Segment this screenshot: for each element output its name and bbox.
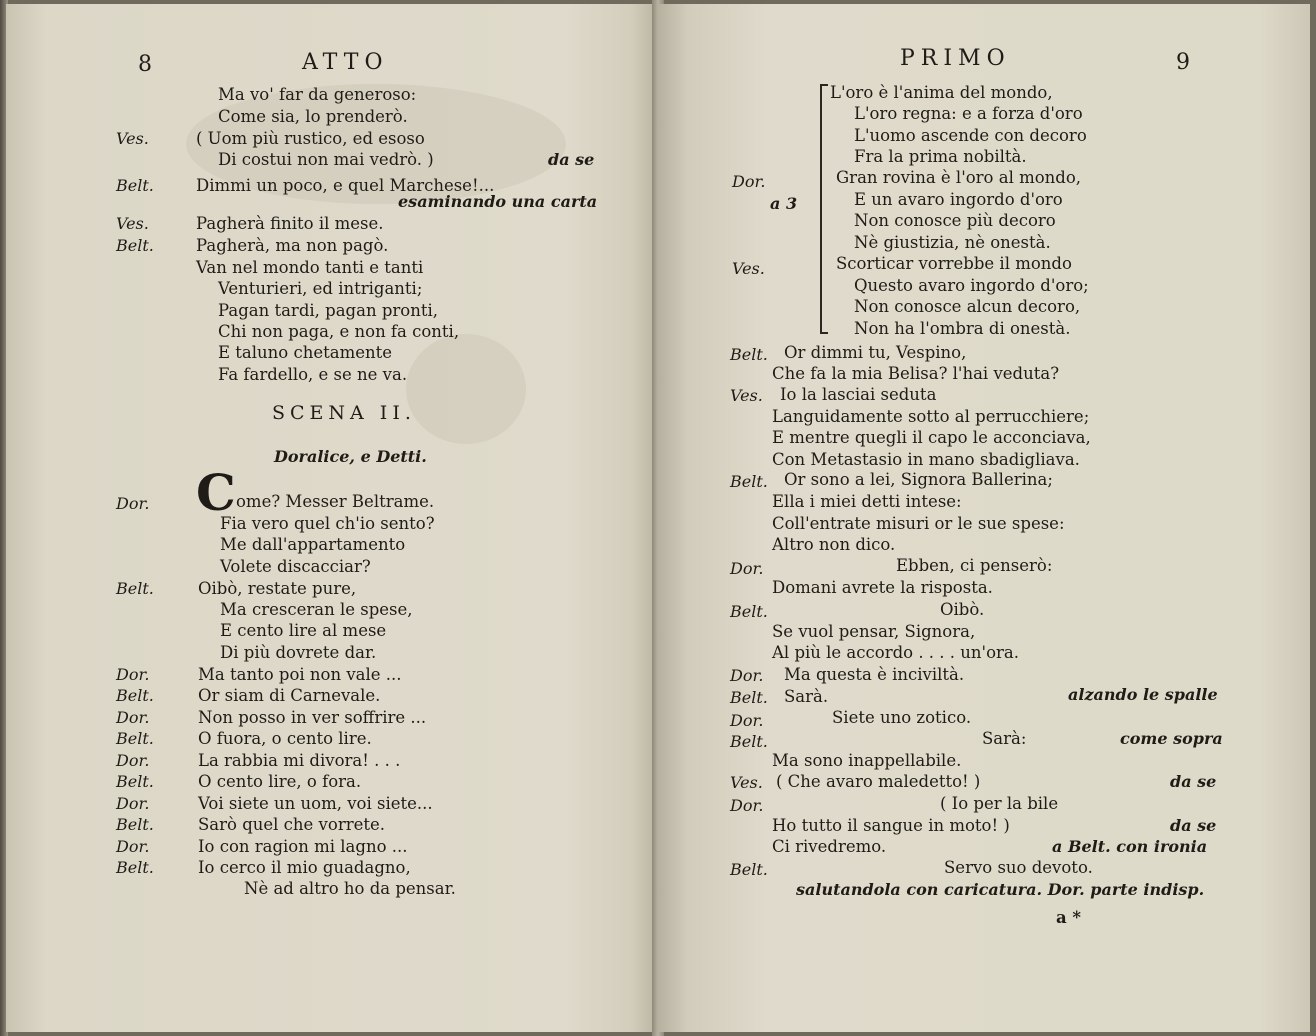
speaker-label: Belt. xyxy=(116,579,154,598)
running-title: ATTO xyxy=(302,50,389,75)
page-number: 8 xyxy=(138,52,158,77)
verse-line: L'oro regna: e a forza d'oro xyxy=(854,104,1083,123)
verse-line: Dimmi un poco, e quel Marchese!... xyxy=(196,176,495,195)
verse-line: E taluno chetamente xyxy=(218,343,392,362)
verse-line: Scorticar vorrebbe il mondo xyxy=(836,254,1072,273)
speaker-label: Dor. xyxy=(730,559,764,578)
scene-heading: SCENA II. xyxy=(272,402,416,424)
speaker-label: Ves. xyxy=(730,386,763,405)
verse-line: Ma questa è inciviltà. xyxy=(784,665,965,684)
verse-line: Non conosce più decoro xyxy=(854,211,1056,230)
speaker-label: Belt. xyxy=(116,858,154,877)
verse-line: Oibò. xyxy=(940,600,985,619)
verse-line: Al più le accordo . . . . un'ora. xyxy=(772,643,1019,662)
speaker-label: Belt. xyxy=(730,345,768,364)
verse-line: E cento lire al mese xyxy=(220,621,387,640)
verse-line: Fia vero quel ch'io sento? xyxy=(220,514,435,533)
verse-line: Ho tutto il sangue in moto! ) xyxy=(772,816,1010,835)
verse-line: E un avaro ingordo d'oro xyxy=(854,190,1063,209)
speaker-label: Dor. xyxy=(116,794,150,813)
speaker-label: Belt. xyxy=(116,772,154,791)
speaker-label: Belt. xyxy=(116,815,154,834)
speaker-label: Belt. xyxy=(116,729,154,748)
speaker-label: Dor. xyxy=(116,751,150,770)
verse-line: Ella i miei detti intese: xyxy=(772,492,962,511)
verse-line: Pagherà finito il mese. xyxy=(196,214,384,233)
speaker-label: Belt. xyxy=(116,236,154,255)
verse-line: Sarà. xyxy=(784,687,829,706)
verse-line: Or siam di Carnevale. xyxy=(198,686,381,705)
verse-line: Ebben, ci penserò: xyxy=(896,556,1053,575)
speaker-label: Belt. xyxy=(730,732,768,751)
speaker-label: Belt. xyxy=(730,602,768,621)
verse-line: Siete uno zotico. xyxy=(832,708,972,727)
verse-line: Come sia, lo prenderò. xyxy=(218,107,408,126)
trio-bracket xyxy=(820,84,822,332)
verse-line: Ma cresceran le spese, xyxy=(220,600,413,619)
stage-direction: salutandola con caricatura. Dor. parte indisp. xyxy=(796,880,1205,899)
speaker-label: Ves. xyxy=(730,773,763,792)
verse-line: ( Che avaro maledetto! ) xyxy=(776,772,981,791)
speaker-label: Belt. xyxy=(730,860,768,879)
verse-line: Di più dovrete dar. xyxy=(220,643,377,662)
verse-line: Ci rivedremo. xyxy=(772,837,887,856)
speaker-label: Ves. xyxy=(116,129,149,148)
speaker-label: Dor. xyxy=(116,665,150,684)
speaker-label: Dor. xyxy=(730,711,764,730)
verse-line: Di costui non mai vedrò. ) xyxy=(218,150,434,169)
stage-direction: da se xyxy=(1170,816,1217,835)
verse-line: Altro non dico. xyxy=(772,535,896,554)
stage-direction: da se xyxy=(1170,772,1217,791)
drop-cap: C xyxy=(196,463,236,522)
verse-line: Coll'entrate misuri or le sue spese: xyxy=(772,514,1065,533)
speaker-label: Ves. xyxy=(732,259,765,278)
speaker-label: Belt. xyxy=(730,688,768,707)
verse-line: Questo avaro ingordo d'oro; xyxy=(854,276,1089,295)
page-stain xyxy=(406,334,526,444)
running-title: PRIMO xyxy=(900,46,1011,71)
speaker-label: Dor. xyxy=(730,796,764,815)
verse-line: Or dimmi tu, Vespino, xyxy=(784,343,967,362)
verse-line: Ma sono inappellabile. xyxy=(772,751,962,770)
verse-line: Servo suo devoto. xyxy=(944,858,1093,877)
verse-line: ome? Messer Beltrame. xyxy=(236,492,435,511)
stage-direction: come sopra xyxy=(1120,729,1223,748)
stage-direction: a Belt. con ironia xyxy=(1052,837,1208,856)
stage-direction: alzando le spalle xyxy=(1068,685,1218,704)
speaker-label: Dor. xyxy=(116,494,150,513)
verse-line: Oibò, restate pure, xyxy=(198,579,357,598)
page-number: 9 xyxy=(1176,50,1196,75)
verse-line: Domani avrete la risposta. xyxy=(772,578,993,597)
verse-line: Or sono a lei, Signora Ballerina; xyxy=(784,470,1053,489)
right-page xyxy=(658,4,1310,1032)
verse-line: Voi siete un uom, voi siete... xyxy=(198,794,433,813)
verse-line: Gran rovina è l'oro al mondo, xyxy=(836,168,1082,187)
verse-line: Venturieri, ed intriganti; xyxy=(218,279,423,298)
left-page xyxy=(6,4,658,1032)
verse-line: Fa fardello, e se ne va. xyxy=(218,365,408,384)
verse-line: Non ha l'ombra di onestà. xyxy=(854,319,1071,338)
verse-line: Io con ragion mi lagno ... xyxy=(198,837,408,856)
speaker-label: Ves. xyxy=(116,214,149,233)
verse-line: Che fa la mia Belisa? l'hai veduta? xyxy=(772,364,1060,383)
verse-line: Chi non paga, e non fa conti, xyxy=(218,322,460,341)
verse-line: Languidamente sotto al perrucchiere; xyxy=(772,407,1090,426)
verse-line: L'uomo ascende con decoro xyxy=(854,126,1087,145)
scene-subheading: Doralice, e Detti. xyxy=(274,447,427,466)
verse-line: ( Uom più rustico, ed esoso xyxy=(196,129,425,148)
stage-direction: da se xyxy=(548,150,595,169)
verse-line: Volete discacciar? xyxy=(220,557,371,576)
verse-line: O fuora, o cento lire. xyxy=(198,729,372,748)
verse-line: O cento lire, o fora. xyxy=(198,772,362,791)
trio-label: a 3 xyxy=(770,194,798,213)
verse-line: Van nel mondo tanti e tanti xyxy=(196,258,424,277)
verse-line: Non posso in ver soffrire ... xyxy=(198,708,427,727)
verse-line: Fra la prima nobiltà. xyxy=(854,147,1027,166)
speaker-label: Dor. xyxy=(730,666,764,685)
verse-line: La rabbia mi divora! . . . xyxy=(198,751,401,770)
verse-line: E mentre quegli il capo le acconciava, xyxy=(772,428,1091,447)
verse-line: L'oro è l'anima del mondo, xyxy=(830,83,1053,102)
stage-direction: esaminando una carta xyxy=(398,192,598,211)
verse-line: ( Io per la bile xyxy=(940,794,1059,813)
verse-line: Non conosce alcun decoro, xyxy=(854,297,1081,316)
catchword: a * xyxy=(1056,908,1082,927)
speaker-label: Belt. xyxy=(116,686,154,705)
verse-line: Pagan tardi, pagan pronti, xyxy=(218,301,438,320)
verse-line: Ma tanto poi non vale ... xyxy=(198,665,402,684)
verse-line: Con Metastasio in mano sbadigliava. xyxy=(772,450,1080,469)
verse-line: Ma vo' far da generoso: xyxy=(218,85,417,104)
verse-line: Nè ad altro ho da pensar. xyxy=(244,879,456,898)
speaker-label: Dor. xyxy=(116,837,150,856)
verse-line: Nè giustizia, nè onestà. xyxy=(854,233,1051,252)
speaker-label: Belt. xyxy=(730,472,768,491)
trio-bracket xyxy=(820,332,828,334)
verse-line: Me dall'appartamento xyxy=(220,535,406,554)
speaker-label: Dor. xyxy=(116,708,150,727)
verse-line: Io cerco il mio guadagno, xyxy=(198,858,411,877)
verse-line: Io la lasciai seduta xyxy=(780,385,937,404)
verse-line: Se vuol pensar, Signora, xyxy=(772,622,976,641)
speaker-label: Belt. xyxy=(116,176,154,195)
verse-line: Sarò quel che vorrete. xyxy=(198,815,385,834)
speaker-label: Dor. xyxy=(732,172,766,191)
verse-line: Sarà: xyxy=(982,729,1027,748)
verse-line: Pagherà, ma non pagò. xyxy=(196,236,389,255)
